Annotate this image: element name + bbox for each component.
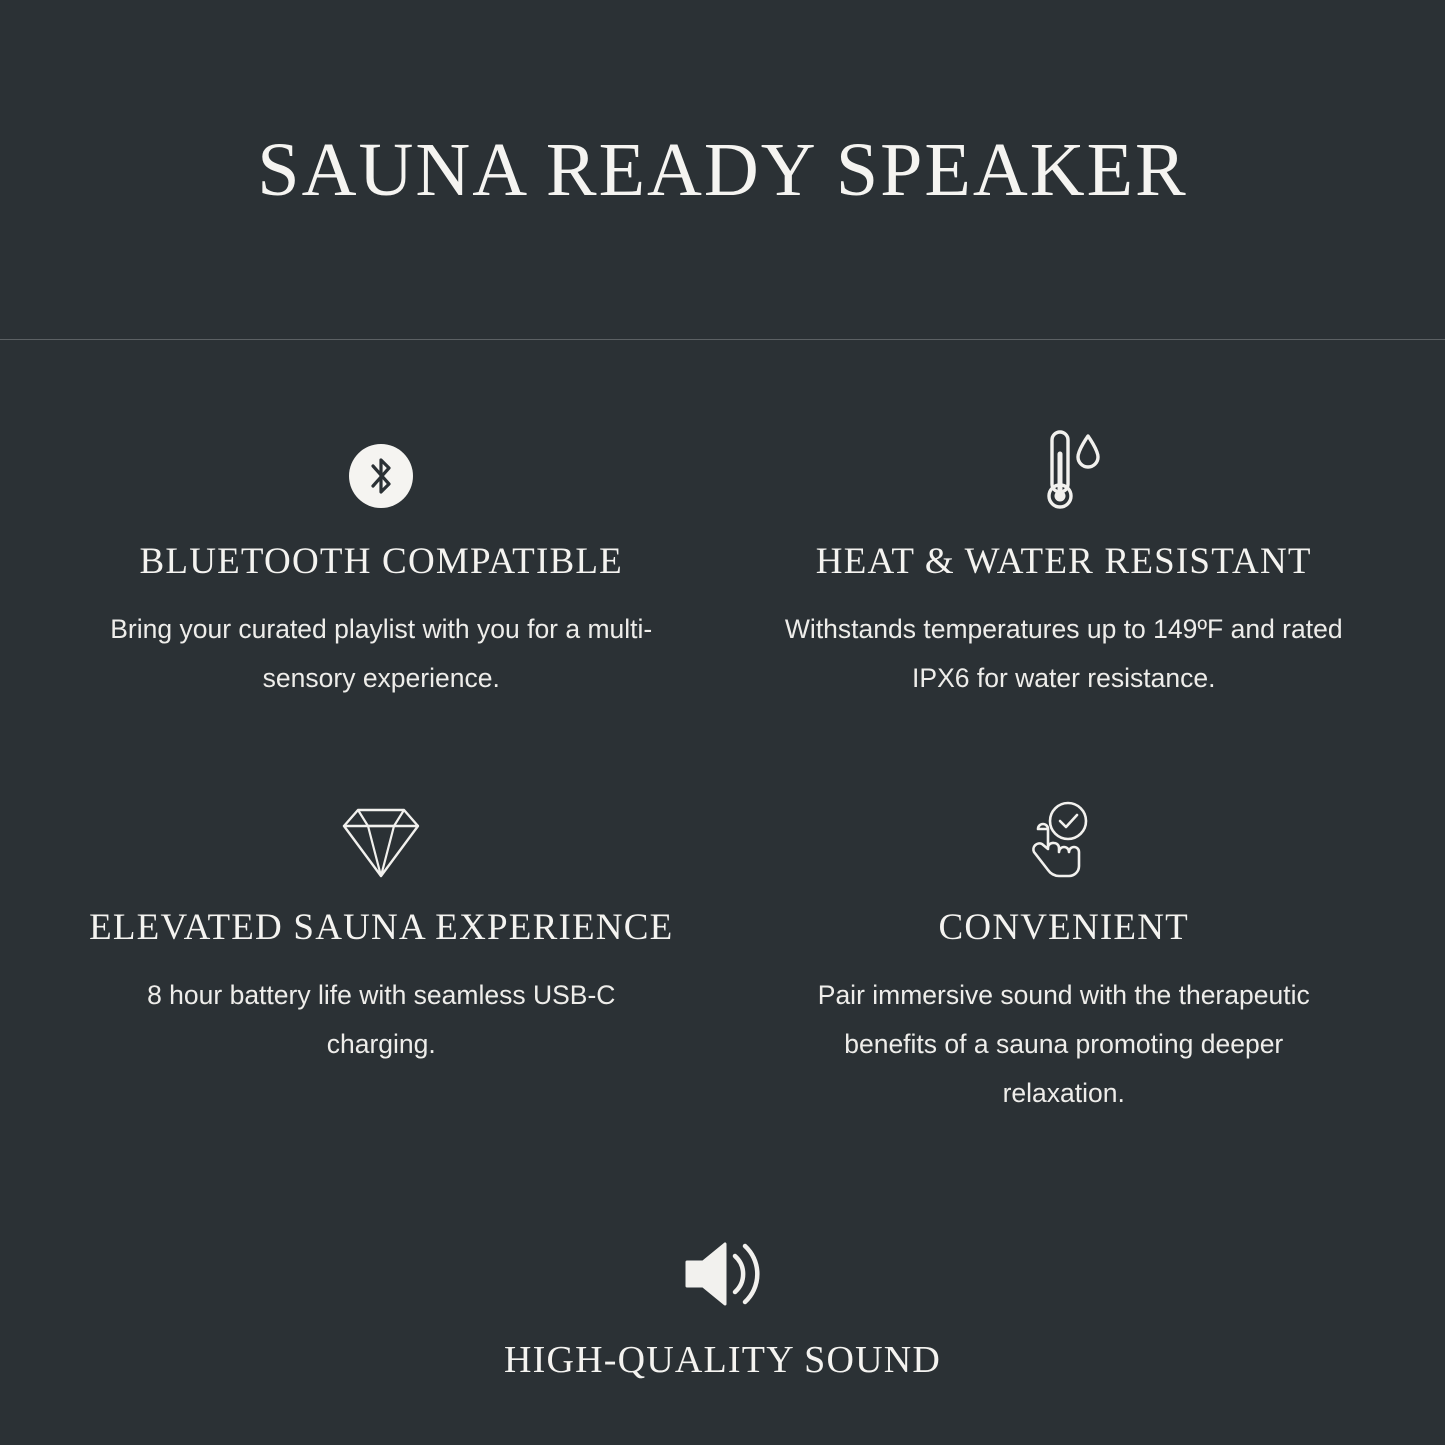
feature-title: ELEVATED SAUNA EXPERIENCE	[89, 907, 674, 949]
bluetooth-icon-wrap	[80, 428, 683, 524]
feature-convenient	[723, 766, 1406, 1181]
tap-check-icon-wrap	[763, 794, 1366, 890]
page-header	[0, 0, 1445, 340]
feature-title: HEAT & WATER RESISTANT	[815, 541, 1312, 582]
diamond-icon-wrap	[80, 794, 683, 890]
feature-title: BLUETOOTH COMPATIBLE	[139, 541, 623, 582]
thermometer-water-drop-icon	[1018, 428, 1110, 524]
diamond-icon	[338, 802, 424, 882]
page-title: SAUNA READY SPEAKER	[257, 127, 1188, 212]
feature-high-quality-sound	[40, 1182, 1405, 1445]
feature-title: HIGH-QUALITY SOUND	[503, 1338, 942, 1381]
feature-description: 8 hour battery life with seamless USB-C charging.	[147, 979, 616, 1059]
feature-heat-water	[723, 400, 1406, 766]
feature-description: Withstands temperatures up to 149ºF and rated IPX6 for water resistance.	[784, 613, 1343, 693]
speaker-volume-icon	[677, 1236, 769, 1312]
feature-title: CONVENIENT	[938, 907, 1189, 949]
feature-grid	[0, 340, 1445, 1445]
feature-elevated-experience	[40, 766, 723, 1181]
speaker-volume-icon-wrap	[80, 1226, 1365, 1322]
bluetooth-icon	[349, 444, 413, 508]
feature-description: Bring your curated playlist with you for a multi-sensory experience.	[110, 613, 653, 693]
feature-description: Pair immersive sound with the therapeutic benefits of a sauna promoting deeper relaxation.	[817, 979, 1310, 1109]
thermometer-water-drop-icon-wrap	[763, 428, 1366, 524]
feature-bluetooth	[40, 400, 723, 766]
tap-check-icon	[1024, 799, 1104, 885]
